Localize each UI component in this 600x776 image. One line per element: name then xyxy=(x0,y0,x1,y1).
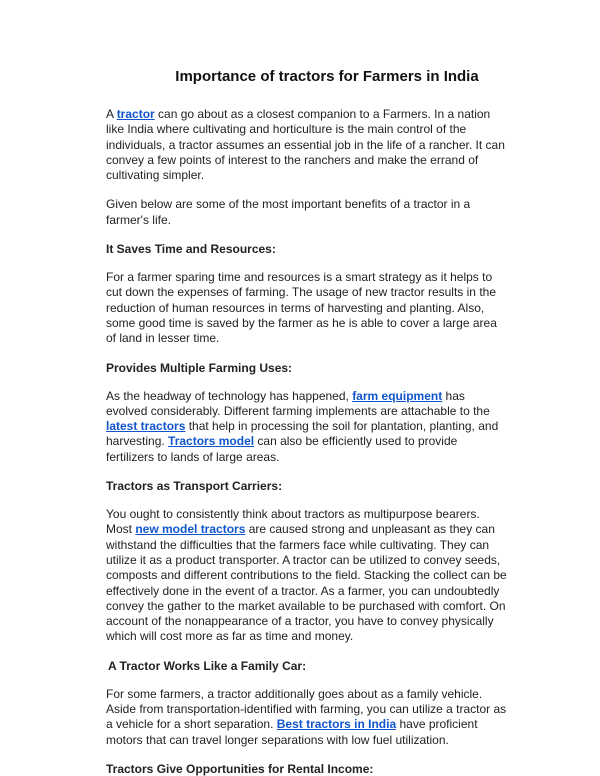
section-text-saves-time: For a farmer sparing time and resources is a smart strategy as it helps to cut down the expenses of farming. The usage of new tractor results in the reduction of human resources in terms of harvesting and planting. Also, some good time is saved by the farmer as he is able to cover a large area of land in lesser time. xyxy=(106,270,497,346)
section-heading-transport: Tractors as Transport Carriers: xyxy=(106,479,283,494)
text-span: that help in processing the soil for plantation, planting, and harvesting. xyxy=(106,419,499,449)
section-text-multiple-uses xyxy=(106,389,508,465)
section-heading-rental-income: Tractors Give Opportunities for Rental Income: xyxy=(106,761,374,776)
new-model-tractors-link[interactable]: new model tractors xyxy=(135,522,246,537)
section-heading-saves-time: It Saves Time and Resources: xyxy=(106,242,276,257)
farm-equipment-link[interactable]: farm equipment xyxy=(352,388,443,403)
best-tractors-in-india-link[interactable]: Best tractors in India xyxy=(276,717,397,732)
section-heading-family-car: A Tractor Works Like a Family Car: xyxy=(108,658,307,673)
text-span: has evolved considerably. Different farming implements are attachable to the xyxy=(106,388,490,418)
section-text-family-car xyxy=(106,687,508,748)
text-span: For some farmers, a tractor additionally goes about as a family vehicle. Aside from transportation-identified with farming, you can utilize a tractor as a vehicle for a short separation. xyxy=(106,686,507,732)
section-heading-multiple-uses: Provides Multiple Farming Uses: xyxy=(106,360,293,375)
text-span: can also be efficiently used to provide fertilizers to lands of large areas. xyxy=(106,434,458,464)
intro-text-pre: A xyxy=(106,107,117,121)
tractor-link[interactable]: tractor xyxy=(116,107,155,121)
document-title: Importance of tractors for Farmers in India xyxy=(175,68,479,85)
text-span: have proficient motors that can travel longer separations with low fuel utilization. xyxy=(106,717,478,747)
intro-paragraph xyxy=(106,107,508,183)
text-span: are caused strong and unpleasant as they can withstand the difficulties that the farmers face while cultivating. They can utilize it as a product transporter. A tractor can be utilized to convey seeds, composts and different contributions to the field. Stacking the collect can be effectively done in the event of a tractor. As a farmer, you can undoubtedly convey the gather to the market available to be purchased with comfort. On account of the nonappearance of a tractor, you have to convey physically which will cost more as far as time and money. xyxy=(106,522,507,644)
text-span: You ought to consistently think about tractors as multipurpose bearers. Most xyxy=(106,507,480,537)
text-span: As the headway of technology has happened, xyxy=(106,388,353,403)
latest-tractors-link[interactable]: latest tractors xyxy=(106,419,186,434)
benefits-intro-paragraph: Given below are some of the most important benefits of a tractor in a farmer's life. xyxy=(106,197,471,227)
section-text-transport xyxy=(106,507,508,645)
tractors-model-link[interactable]: Tractors model xyxy=(168,434,255,449)
intro-text-post: can go about as a closest companion to a Farmers. In a nation like India where cultivating and horticulture is the main control of the individuals, a tractor assumes an essential job in the life of a rancher. It can convey a few points of interest to the ranchers and make the errand of cultivating simpler. xyxy=(106,107,505,183)
